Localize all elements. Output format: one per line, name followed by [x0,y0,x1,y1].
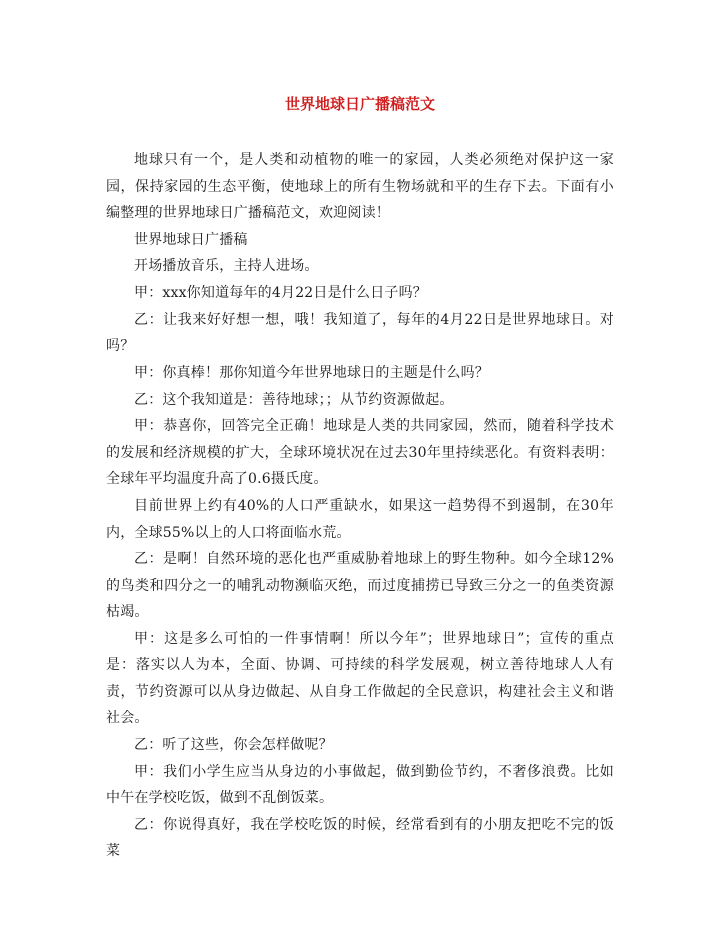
paragraph-dialogue: 甲：恭喜你，回答完全正确！地球是人类的共同家园，然而，随着科学技术的发展和经济规模的扩大，全球环境状况在过去30年里持续恶化。有资料表明：全球年平均温度升高了0.6摄氏度。 [106,418,614,488]
paragraph-dialogue: 甲：xxx你知道每年的4月22日是什么日子吗？ [134,285,428,302]
paragraph-dialogue: 乙：让我来好好想一想，哦！我知道了，每年的4月22日是世界地球日。对吗？ [106,311,614,355]
paragraph-subtitle: 世界地球日广播稿 [134,231,248,248]
paragraph-dialogue: 乙：听了这些，你会怎样做呢？ [134,737,333,754]
paragraph-dialogue: 乙：你说得真好，我在学校吃饭的时候，经常看到有的小朋友把吃不完的饭菜 [106,816,614,860]
paragraph-dialogue: 甲：你真棒！那你知道今年世界地球日的主题是什么吗？ [134,364,489,381]
paragraph-dialogue: 甲：这是多么可怕的一件事情啊！所以今年”；世界地球日”；宣传的重点是：落实以人为本，全面、协调、可持续的科学发展观，树立善待地球人人有责，节约资源可以从身边做起、从自身工作做起的全民意识，构建社会主义和谐社会。 [106,630,614,727]
paragraph-dialogue: 乙：这个我知道是：善待地球；；从节约资源做起。 [134,391,454,408]
paragraph-opening: 开场播放音乐，主持人进场。 [134,258,319,275]
paragraph-dialogue: 目前世界上约有40%的人口严重缺水，如果这一趋势得不到遏制，在30年内，全球55%以上的人口将面临水荒。 [106,498,614,541]
paragraph-intro: 地球只有一个，是人类和动植物的唯一的家园，人类必须绝对保护这一家园，保持家园的生态平衡，使地球上的所有生物场就和平的生存下去。下面有小编整理的世界地球日广播稿范文，欢迎阅读！ [106,152,614,221]
paragraph-dialogue: 乙：是啊！自然环境的恶化也严重威胁着地球上的野生物种。如今全球12%的鸟类和四分之一的哺乳动物濒临灭绝，而过度捕捞已导致三分之一的鱼类资源枯竭。 [106,551,614,621]
paragraph-dialogue: 甲：我们小学生应当从身边的小事做起，做到勤俭节约，不奢侈浪费。比如中午在学校吃饭，做到不乱倒饭菜。 [106,763,614,807]
document-title: 世界地球日广播稿范文 [284,95,435,113]
